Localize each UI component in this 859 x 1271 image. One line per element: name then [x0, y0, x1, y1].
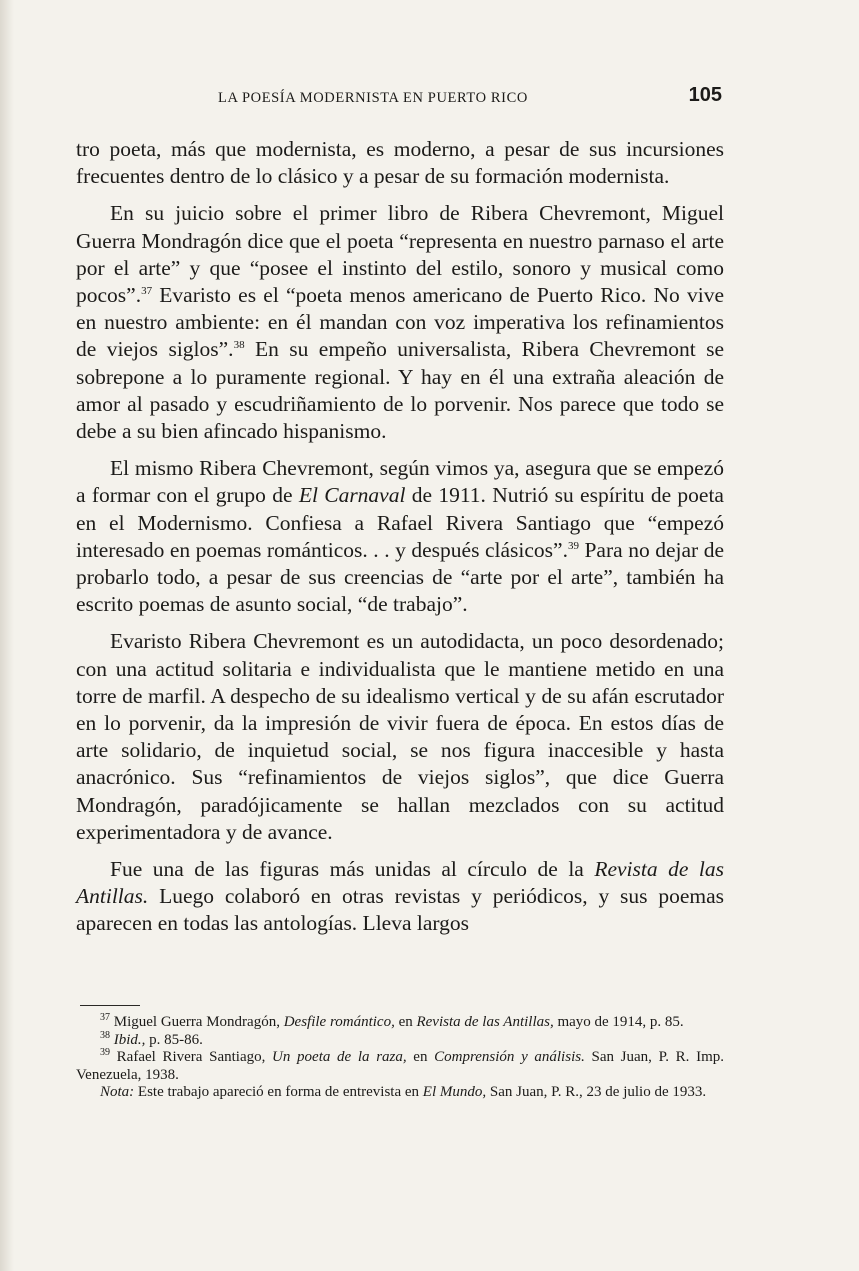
page-header [76, 84, 724, 114]
footnote-number: 39 [100, 1047, 110, 1059]
footnote-italic-title: Desfile romántico, [283, 1014, 395, 1030]
paragraph-2 [76, 200, 724, 445]
footnote-text: Rafael Rivera Santiago, [116, 1049, 273, 1066]
footnote-italic-title: El Mundo, [422, 1084, 487, 1101]
footnote-38 [76, 1029, 724, 1050]
footnote-note [76, 1084, 724, 1102]
footnote-text: Este trabajo apareció en forma de entrevista en [134, 1084, 423, 1101]
footnote-italic-title: Revista de las Antillas, [416, 1014, 554, 1030]
footnote-39 [76, 1049, 724, 1084]
paragraph-text: Fue una de las figuras más unidas al círculo de la [110, 857, 595, 882]
paragraph-text: Para no dejar de probarlo todo, a pesar de sus creencias de “arte por el arte”, también ha escrito poemas de asunto social, “de trabajo”. [76, 537, 725, 617]
paragraph-text: En su juicio sobre el primer libro de Ribera Chevremont, Miguel Guerra Mondragón dice que el poeta “representa en nuestro parnaso el arte por el arte” y que “posee el instinto del estilo, sonoro y musical como pocos”. [76, 201, 724, 308]
footnote-number: 38 [100, 1029, 110, 1041]
footnote-text: p. 85-86. [145, 1031, 203, 1048]
page-number: 105 [688, 84, 722, 106]
paragraph-3 [76, 455, 724, 618]
footnote-italic-title: Ibid., [113, 1031, 146, 1048]
paragraph-text: En su empeño universalista, Ribera Chevremont se sobrepone a lo puramente regional. Y hay en él una extraña aleación de amor al pasado y escudriñamiento de lo porvenir. Nos parece que todo se debe a su bien afincado hispanismo. [76, 337, 724, 444]
footnote-text: San Juan, P. R. Imp. Venezuela, 1938. [76, 1049, 724, 1083]
footnote-text: en [394, 1014, 417, 1030]
footnote-text: mayo de 1914, p. 85. [553, 1014, 684, 1030]
paragraph-italic-title: Revista de las Antillas. [76, 857, 724, 909]
paragraph-5 [76, 856, 724, 938]
paragraph-text: tro poeta, más que modernista, es moderno, a pesar de sus incursiones frecuentes dentro de lo clásico y a pesar de su formación modernista. [76, 137, 724, 189]
footnote-number: 37 [100, 1012, 110, 1023]
paragraph-4 [76, 628, 724, 846]
footnote-italic-title: Comprensión y análisis. [434, 1049, 585, 1066]
footnote-rule [80, 1005, 140, 1006]
paragraph-text: Luego colaboró en otras revistas y periódicos, y sus poemas aparecen en todas las antologías. Lleva largos [76, 884, 724, 936]
footnote-text: en [406, 1049, 435, 1066]
footnote-reference: 38 [233, 339, 245, 352]
page-edge-shadow [0, 0, 14, 1271]
body-text [76, 136, 724, 938]
footnotes [76, 1014, 724, 1102]
footnote-37 [76, 1014, 724, 1032]
footnote-italic-title: Nota: [100, 1084, 135, 1101]
footnote-reference: 39 [567, 539, 579, 552]
paragraph-text: de 1911. Nutrió su espíritu de poeta en el Modernismo. Confiesa a Rafael Rivera Santiago que “empezó interesado en poemas románticos. . . y después clásicos”. [76, 483, 724, 562]
paragraph-text: Evaristo es el “poeta menos americano de Puerto Rico. No vive en nuestro ambiente: en él mandan con voz imperativa los refinamientos de viejos siglos”. [76, 283, 724, 362]
paragraph-text: Evaristo Ribera Chevremont es un autodidacta, un poco desordenado; con una actitud solitaria e individualista que le mantiene metido en una torre de marfil. A despecho de su idealismo vertical y de su afán escrutador en lo porvenir, da la impresión de vivir fuera de época. En estos días de arte solidario, de inquietud social, se nos figura inaccesible y hasta anacrónico. Sus “refinamientos de viejos siglos”, que dice Guerra Mondragón, paradójicamente se hallan mezclados con su actitud experimentadora y de avance. [76, 629, 724, 844]
footnote-text: San Juan, P. R., 23 de julio de 1933. [486, 1084, 707, 1101]
paragraph-italic-title: El Carnaval [298, 483, 406, 508]
paragraph-text: El mismo Ribera Chevremont, según vimos ya, asegura que se empezó a formar con el grupo de [76, 456, 724, 508]
footnote-italic-title: Un poeta de la raza, [272, 1049, 407, 1066]
footnote-text: Miguel Guerra Mondragón, [113, 1014, 284, 1030]
paragraph-1 [76, 136, 724, 190]
running-head: LA POESÍA MODERNISTA EN PUERTO RICO [218, 90, 528, 106]
footnote-reference: 37 [141, 284, 153, 297]
